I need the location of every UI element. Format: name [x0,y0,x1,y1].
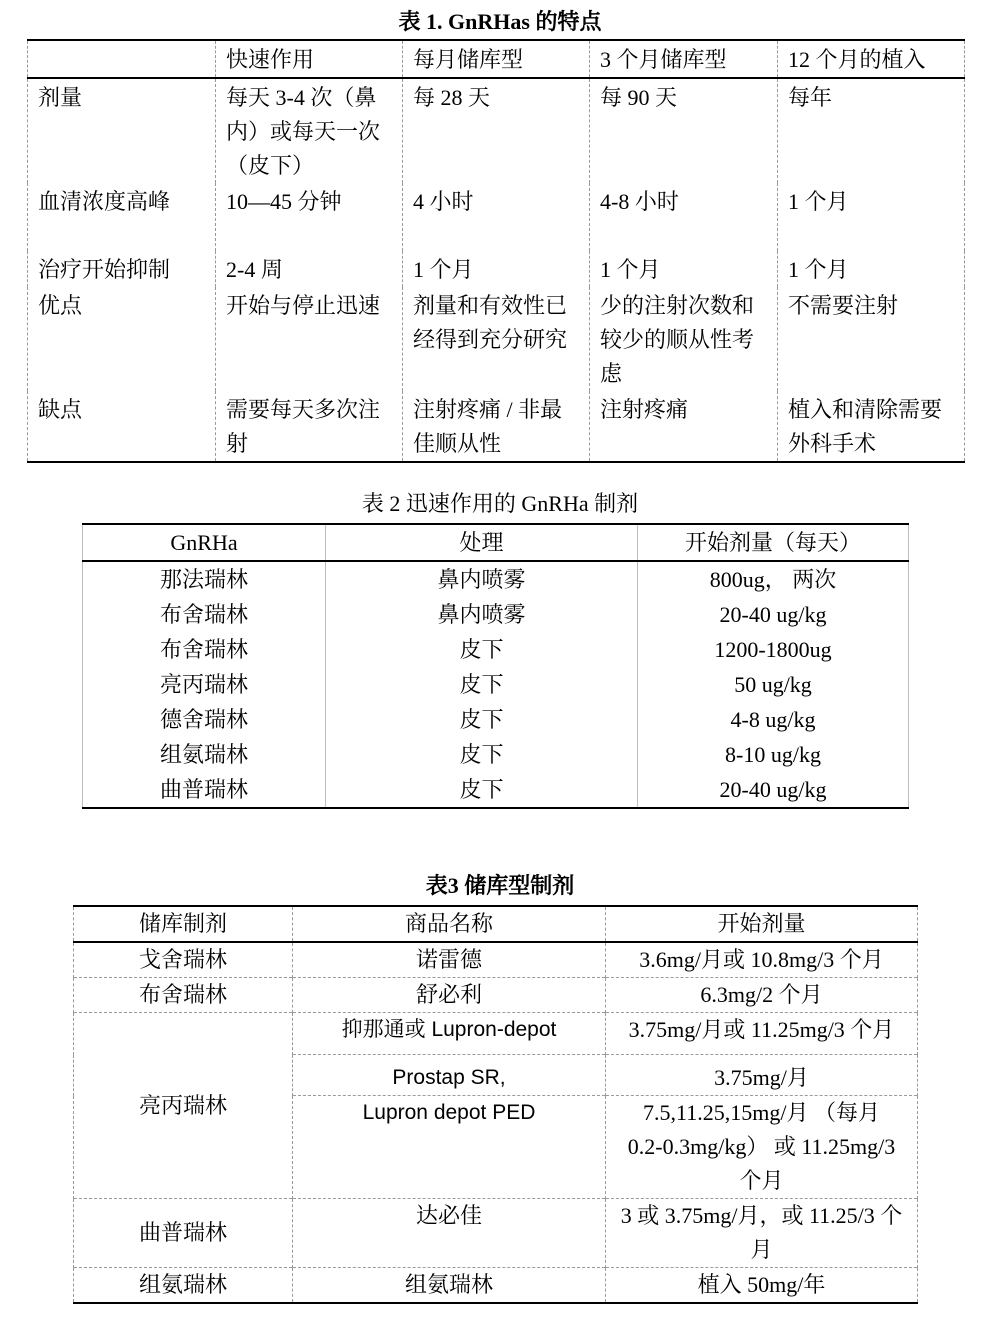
drug-name: 组氨瑞林 [83,737,326,772]
table-cell: 开始与停止迅速 [216,287,403,391]
starting-dose: 3 或 3.75mg/月，或 11.25/3 个月 [606,1199,918,1268]
header-cell: 12 个月的植入 [778,40,965,78]
table-cell: 4-8 小时 [590,183,778,251]
starting-dose: 4-8 ug/kg [638,702,909,737]
route: 皮下 [326,737,638,772]
drug-name: 布舍瑞林 [83,597,326,632]
depot-drug: 布舍瑞林 [74,978,293,1013]
header-cell: GnRHa [83,524,326,561]
table-row [74,1268,918,1304]
gnrhas-characteristics-table [27,39,965,463]
header-cell: 商品名称 [293,906,606,942]
table3-caption: 表3 储库型制剂 [425,873,575,898]
table-cell: 不需要注射 [778,287,965,391]
route: 皮下 [326,632,638,667]
depot-drug: 曲普瑞林 [74,1199,293,1268]
table-cell: 1 个月 [778,251,965,287]
table-row [83,772,909,808]
brand-name: 舒必利 [293,978,606,1013]
depot-drug: 戈舍瑞林 [74,942,293,978]
table-cell: 10—45 分钟 [216,183,403,251]
drug-name: 布舍瑞林 [83,632,326,667]
table-row [28,391,965,462]
table1-caption: 表 1. GnRHas 的特点 [398,9,602,34]
table-cell: 1 个月 [778,183,965,251]
table-row [83,667,909,702]
table-header-row [83,524,909,561]
table-row [83,702,909,737]
table-row [74,1199,918,1268]
row-label: 血清浓度高峰 [28,183,216,251]
table-cell: 4 小时 [403,183,590,251]
starting-dose: 3.75mg/月或 11.25mg/3 个月 [606,1013,918,1055]
depot-drug: 亮丙瑞林 [74,1013,293,1199]
rapid-acting-gnrha-table [82,523,909,809]
header-cell: 每月储库型 [403,40,590,78]
starting-dose: 3.75mg/月 [606,1055,918,1096]
starting-dose: 7.5,11.25,15mg/月 （每月 0.2-0.3mg/kg） 或 11.25mg/3 个月 [606,1096,918,1199]
starting-dose: 1200-1800ug [638,632,909,667]
drug-name: 曲普瑞林 [83,772,326,808]
table-cell: 每年 [778,78,965,183]
table-header-row [74,906,918,942]
depot-drug: 组氨瑞林 [74,1268,293,1304]
depot-formulations-table [73,905,918,1304]
table-cell: 需要每天多次注射 [216,391,403,462]
row-label: 治疗开始抑制 [28,251,216,287]
header-cell: 储库制剂 [74,906,293,942]
brand-name: 达必佳 [293,1199,606,1268]
table-cell: 1 个月 [403,251,590,287]
brand-name: 抑那通或 Lupron-depot [293,1013,606,1055]
header-cell: 快速作用 [216,40,403,78]
brand-name: 组氨瑞林 [293,1268,606,1304]
table-cell: 每 90 天 [590,78,778,183]
table-row [28,78,965,183]
starting-dose: 20-40 ug/kg [638,772,909,808]
header-cell [28,40,216,78]
header-cell: 开始剂量 [606,906,918,942]
table-row [83,632,909,667]
table-row [74,978,918,1013]
row-label: 缺点 [28,391,216,462]
table-cell: 2-4 周 [216,251,403,287]
starting-dose: 50 ug/kg [638,667,909,702]
row-label: 剂量 [28,78,216,183]
drug-name: 德舍瑞林 [83,702,326,737]
brand-name: Lupron depot PED [293,1096,606,1199]
table-row [74,942,918,978]
table-cell: 1 个月 [590,251,778,287]
table-row [83,597,909,632]
drug-name: 那法瑞林 [83,561,326,597]
route: 皮下 [326,772,638,808]
table-cell: 注射疼痛 [590,391,778,462]
starting-dose: 20-40 ug/kg [638,597,909,632]
table-cell: 每 28 天 [403,78,590,183]
table-row [83,561,909,597]
starting-dose: 8-10 ug/kg [638,737,909,772]
brand-name: Prostap SR, [293,1055,606,1096]
drug-name: 亮丙瑞林 [83,667,326,702]
header-cell: 3 个月储库型 [590,40,778,78]
table-row [28,287,965,391]
starting-dose: 植入 50mg/年 [606,1268,918,1304]
table-row [28,251,965,287]
starting-dose: 800ug， 两次 [638,561,909,597]
table-header-row [28,40,965,78]
table-cell: 植入和清除需要外科手术 [778,391,965,462]
starting-dose: 6.3mg/2 个月 [606,978,918,1013]
table-row [74,1013,918,1055]
starting-dose: 3.6mg/月或 10.8mg/3 个月 [606,942,918,978]
header-cell: 开始剂量（每天） [638,524,909,561]
brand-name: 诺雷德 [293,942,606,978]
route: 鼻内喷雾 [326,597,638,632]
table-cell: 剂量和有效性已经得到充分研究 [403,287,590,391]
table2-caption: 表 2 迅速作用的 GnRHa 制剂 [361,491,639,516]
table-row [83,737,909,772]
route: 鼻内喷雾 [326,561,638,597]
route: 皮下 [326,667,638,702]
header-cell: 处理 [326,524,638,561]
table-cell: 少的注射次数和较少的顺从性考虑 [590,287,778,391]
table-row [28,183,965,251]
table-cell: 注射疼痛 / 非最佳顺从性 [403,391,590,462]
table-cell: 每天 3-4 次（鼻内）或每天一次（皮下） [216,78,403,183]
route: 皮下 [326,702,638,737]
row-label: 优点 [28,287,216,391]
